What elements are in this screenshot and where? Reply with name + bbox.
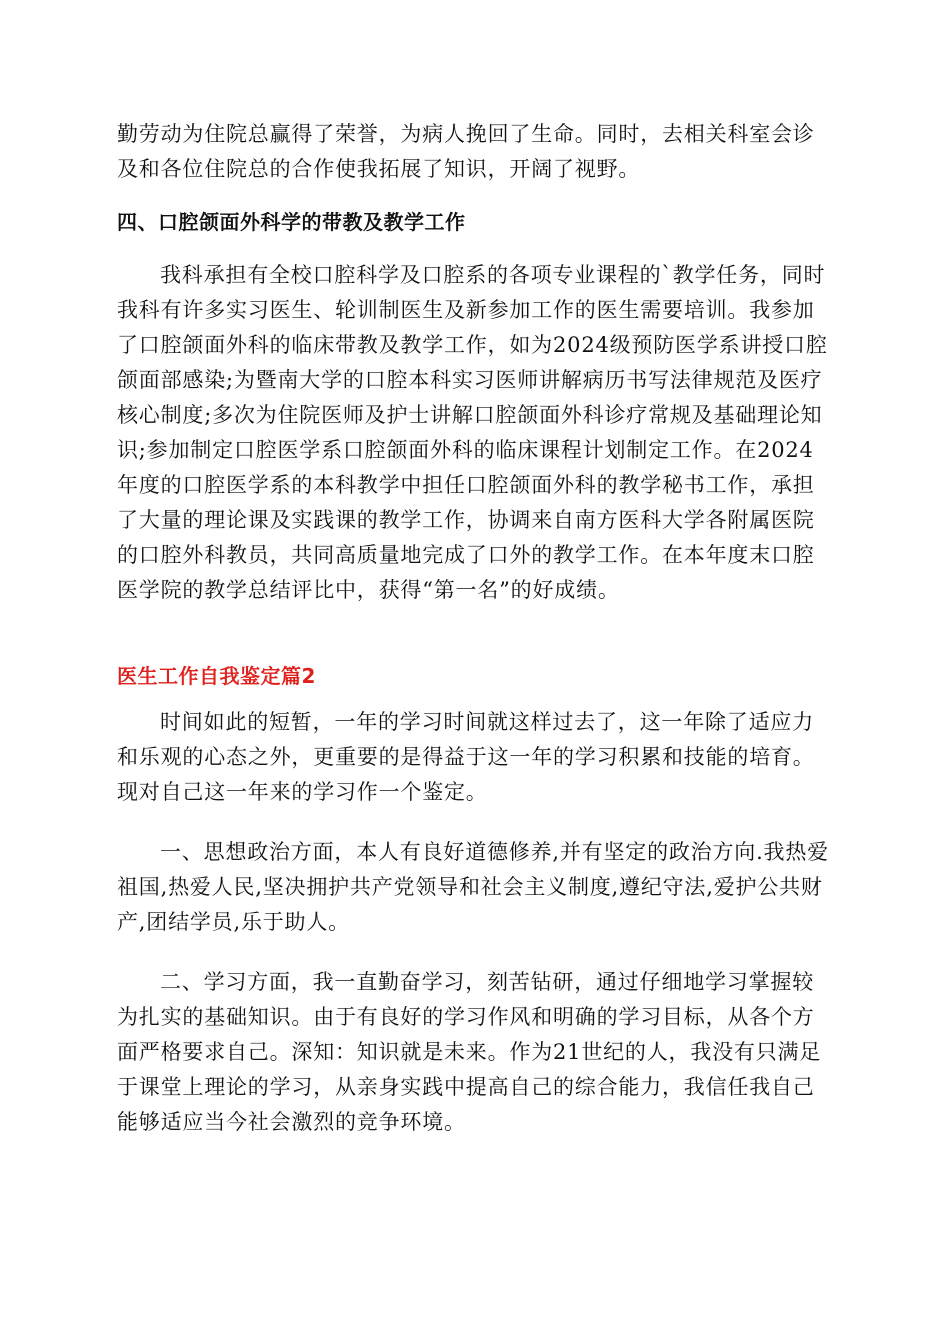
paragraph-intro: 时间如此的短暂，一年的学习时间就这样过去了，这一年除了适应力和乐观的心态之外，更重要的是得益于这一年的学习积累和技能的培育。现对自己这一年来的学习作一个鉴定。 [117,710,815,804]
section-title: 医生工作自我鉴定篇2 [117,664,316,688]
paragraph-teaching-work: 我科承担有全校口腔科学及口腔系的各项专业课程的`教学任务，同时我科有许多实习医生、轮训制医生及新参加工作的医生需要培训。我参加了口腔颌面外科的临床带教及教学工作，如为2024级预防医学系讲授口腔颌面部感染;为暨南大学的口腔本科实习医师讲解病历书写法律规范及医疗核心制度;多次为住院医师及护士讲解口腔颌面外科诊疗常规及基础理论知识;参加制定口腔医学系口腔颌面外科的临床课程计划制定工作。在2024年度的口腔医学系的本科教学中担任口腔颌面外科的教学秘书工作，承担了大量的理论课及实践课的教学工作，协调来自南方医科大学各附属医院的口腔外科教员，共同高质量地完成了口外的教学工作。在本年度末口腔医学院的教学总结评比中，获得“第一名”的好成绩。 [117,263,828,602]
section-heading-teaching: 四、口腔颌面外科学的带教及教学工作 [117,210,466,234]
paragraph-continuation: 勤劳动为住院总赢得了荣誉，为病人挽回了生命。同时，去相关科室会诊及和各位住院总的合作使我拓展了知识，开阔了视野。 [117,122,815,181]
paragraph-politics: 一、思想政治方面，本人有良好道德修养,并有坚定的政治方向.我热爱祖国,热爱人民,坚决拥护共产党领导和社会主义制度,遵纪守法,爱护公共财产,团结学员,乐于助人。 [117,840,829,934]
paragraph-study: 二、学习方面，我一直勤奋学习，刻苦钻研，通过仔细地学习掌握较为扎实的基础知识。由于有良好的学习作风和明确的学习目标，从各个方面严格要求自己。深知：知识就是未来。作为21世纪的人，我没有只满足于课堂上理论的学习，从亲身实践中提高自己的综合能力，我信任我自己能够适应当今社会激烈的竞争环境。 [117,970,822,1134]
